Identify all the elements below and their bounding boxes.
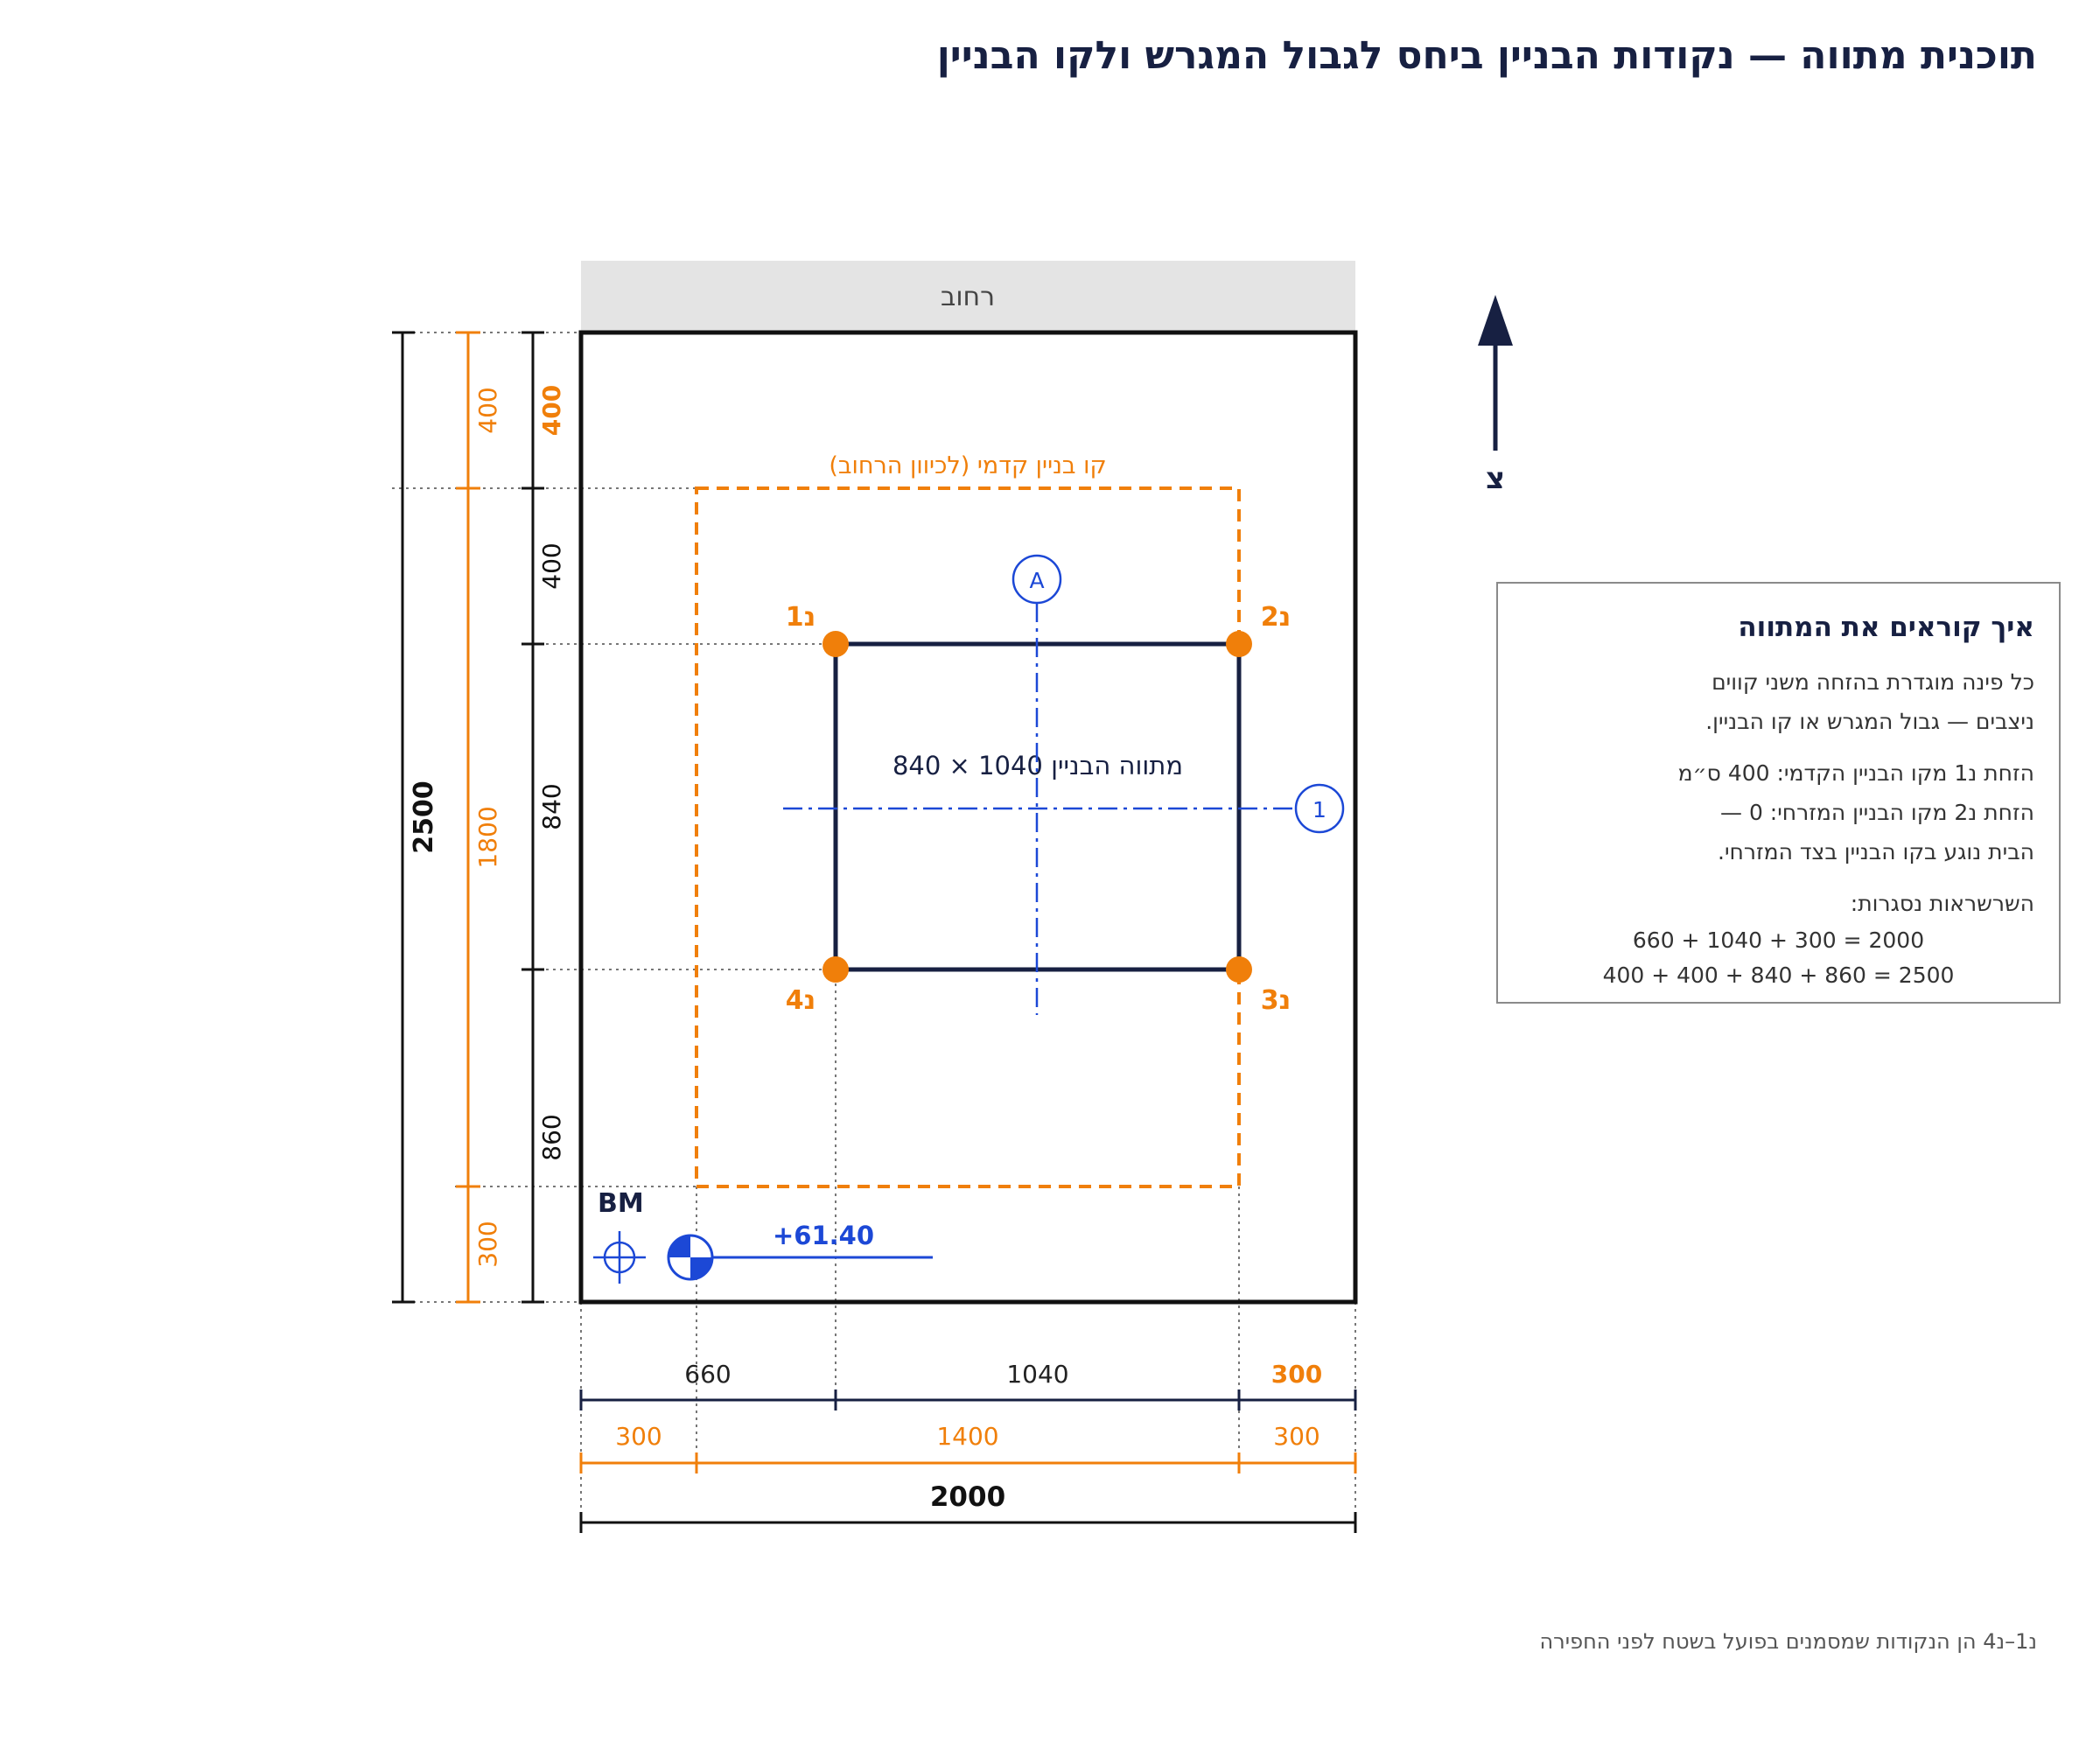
svg-text:1800: 1800 [473, 806, 502, 869]
legend-text: כל פינה מוגדרת בהזחה משני קווים [1712, 669, 2034, 695]
legend-title: איך קוראים את המתווה [1738, 612, 2034, 643]
north-arrow-icon [1478, 295, 1513, 346]
grid-label-a: A [1029, 568, 1045, 593]
building-label: מתווה הבניין 1040 × 840 [892, 751, 1184, 780]
legend-text: השרשראות נסגרות: [1850, 891, 2034, 916]
svg-text:1400: 1400 [936, 1422, 999, 1451]
svg-text:400: 400 [473, 387, 502, 434]
corner-label-4: נ4 [785, 985, 816, 1016]
street-label: רחוב [940, 282, 996, 312]
footer-caption: נ1–נ4 הן הנקודות שמסמנים בפועל בשטח לפני החפירה [1539, 1629, 2037, 1654]
corner-label-3: נ3 [1260, 985, 1292, 1016]
legend-text: הזחת נ1 מקו הבניין הקדמי: 400 ס״מ [1677, 760, 2034, 786]
legend-text: הבית נוגע בקו הבניין בצד המזרחי. [1718, 839, 2034, 864]
corner-point-3 [1226, 956, 1252, 983]
dimension-total-width [581, 1481, 1355, 1533]
svg-text:300: 300 [1273, 1422, 1320, 1451]
benchmark-label: BM [598, 1188, 644, 1219]
benchmark-elevation: +61.40 [772, 1221, 875, 1250]
corner-label-2: נ2 [1260, 602, 1292, 633]
svg-text:2500: 2500 [409, 780, 439, 854]
dimension-total-depth [392, 332, 439, 1302]
svg-text:300: 300 [615, 1422, 662, 1451]
svg-text:860: 860 [537, 1114, 566, 1161]
corner-point-4 [822, 956, 849, 983]
north-label: צ [1485, 461, 1506, 496]
svg-text:400: 400 [537, 384, 566, 437]
benchmark-crosshair-icon [593, 1231, 646, 1284]
extension-lines [392, 332, 1355, 1530]
dimension-inner-vertical [522, 332, 566, 1302]
legend-box [1496, 582, 2061, 1004]
legend-equation-depth: 400 + 400 + 840 + 860 = 2500 [1602, 962, 1955, 988]
svg-text:1040: 1040 [1006, 1360, 1069, 1389]
svg-text:300: 300 [1270, 1360, 1323, 1389]
legend-text: ניצבים — גבול המגרש או קו הבניין. [1705, 709, 2034, 734]
building-line-label: קו בניין קדמי (לכיוון הרחוב) [829, 452, 1107, 480]
corner-point-2 [1226, 631, 1252, 657]
svg-text:840: 840 [537, 783, 566, 830]
legend-equation-width: 660 + 1040 + 300 = 2000 [1632, 928, 1925, 953]
corner-label-1: נ1 [785, 602, 816, 633]
corner-point-1 [822, 631, 849, 657]
svg-text:2000: 2000 [929, 1481, 1006, 1513]
page-title: תוכנית מתווה — נקודות הבניין ביחס לגבול המגרש ולקו הבניין [936, 33, 2037, 78]
svg-text:400: 400 [537, 542, 566, 590]
grid-label-1: 1 [1312, 797, 1326, 822]
svg-text:660: 660 [684, 1360, 732, 1389]
svg-text:300: 300 [473, 1221, 502, 1268]
legend-text: הזחת נ2 מקו הבניין המזרחי: 0 — [1719, 800, 2034, 825]
dimension-setback-vertical [456, 332, 502, 1302]
front-building-line [696, 488, 1239, 1186]
